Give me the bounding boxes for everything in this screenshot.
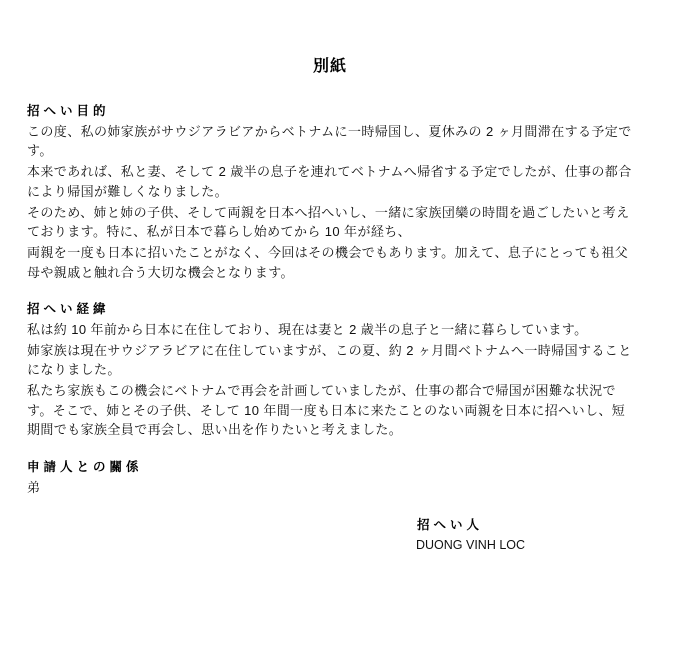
signature-block [417, 516, 657, 555]
paragraph [27, 162, 642, 201]
text-line: により帰国が難しくなりました。 [27, 183, 229, 199]
text-line: ております。特に、私が日本で暮らし始めてから 10 年が経ち、 [27, 224, 412, 239]
section-heading: 招へい経緯 [27, 302, 110, 316]
text-line: この度、私の姉家族がサウジアラビアからベトナムに一時帰国し、夏休みの 2 ヶ月間滞在する予定で [27, 123, 632, 139]
paragraph [27, 122, 642, 161]
relationship-value: 弟 [27, 479, 41, 495]
text-line: 両親を一度も日本に招いたことがなく、今回はその機会でもあります。加えて、息子にとっても祖父 [27, 245, 629, 260]
text-line: になりました。 [27, 362, 121, 377]
paragraph [27, 203, 642, 242]
paragraph [27, 243, 642, 282]
text-line: す。 [27, 143, 53, 158]
paragraph [27, 320, 642, 340]
paragraph [27, 478, 642, 498]
text-line: 母や親戚と触れ合う大切な機会となります。 [27, 264, 294, 280]
text-line: 私たち家族もこの機会にベトナムで再会を計画していましたが、仕事の都合で帰国が困難な状況で [27, 383, 616, 398]
page-title: 別紙 [312, 58, 347, 75]
text-line: 私は約 10 年前から日本に在住しており、現在は妻と 2 歳半の息子と一緒に暮らしています。 [27, 321, 588, 337]
signature-heading: 招へい人 [417, 518, 484, 532]
inviter-name: DUONG VINH LOC [416, 537, 526, 552]
text-line: そのため、姉と姉の子供、そして両親を日本へ招へいし、一緒に家族団欒の時間を過ごしたいと考え [27, 204, 630, 220]
paragraph [27, 341, 642, 380]
section-invitation-purpose [27, 102, 642, 282]
text-line: す。そこで、姉とその子供、そして 10 年間一度も日本に来たことのない両親を日本に招へいし、短 [27, 402, 626, 418]
paragraph [27, 381, 642, 440]
text-line: 姉家族は現在サウジアラビアに在住していますが、この夏、約 2 ヶ月間ベトナムへ一時帰国すること [27, 342, 632, 358]
text-line: 本来であれば、私と妻、そして 2 歳半の息子を連れてベトナムへ帰省する予定でしたが、仕事の都合 [27, 164, 632, 179]
section-invitation-background [27, 300, 642, 440]
section-relationship [27, 458, 642, 497]
section-heading: 申請人との關係 [27, 460, 143, 474]
section-heading: 招へい目的 [27, 104, 110, 118]
text-line: 期間でも家族全員で再会し、思い出を作りたいと考えました。 [27, 422, 403, 437]
